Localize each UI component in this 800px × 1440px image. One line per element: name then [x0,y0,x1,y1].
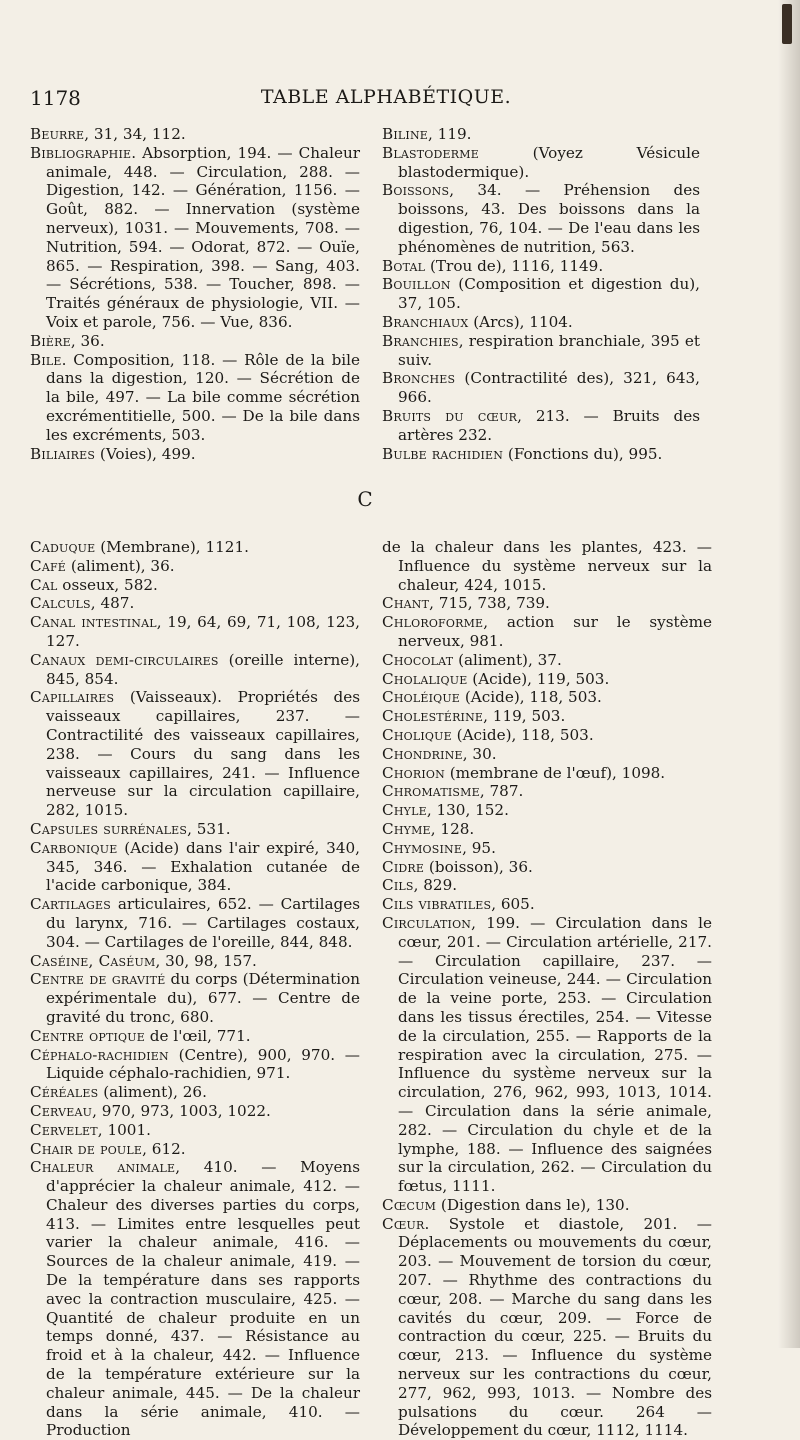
page-header [30,86,742,114]
entry-headword: Chyme [382,819,431,838]
entry-text: , 31, 34, 112. [84,125,186,143]
entry-headword: Cholique [382,725,452,744]
entry-headword: Cartilages [30,895,111,914]
entry-text: (aliment), 36. [66,556,175,575]
running-title: TABLE ALPHABÉTIQUE. [260,86,512,108]
index-entry [30,1140,360,1159]
entry-headword: Bile [30,350,62,369]
index-entry [30,125,360,144]
entry-headword: Carbonique [30,838,118,857]
entry-text: , 34. — Préhension des boissons, 43. Des boissons dans la digestion, 76, 104. — De l'eau dans les phénomènes de nutrition, 563. [398,181,700,256]
index-entry [382,858,712,877]
entry-text: . Absorption, 194. — Chaleur animale, 448. — Circulation, 288. — Digestion, 142. — Génération, 1156. — Goût, 882. — Innervation (système nerveux), 1031. — Mouvements, 708. — Nutrition, 594. — Odorat, 872. — Ouïe, 865. — Respiration, 398. — Sang, 403. — Sécrétions, 538. — Toucher, 898. — Traités généraux de physiologie, VII. — Voix et parole, 756. — Vue, 836. [46,143,360,331]
entry-text: (Voies), 499. [95,444,196,463]
entry-headword: Cal [30,575,58,594]
index-entry [30,332,360,351]
entry-headword: Bruits du cœur [382,406,518,425]
entry-text: (Contractilité des), 321, 643, 966. [398,369,700,407]
index-entry [382,369,700,407]
entry-text: (Digestion dans le), 130. [436,1195,630,1214]
index-entry [30,144,360,332]
entry-text: . Systole et diastole, 201. — Déplacements ou mouvements du cœur, 203. — Mouvement de torsion du cœur, 207. — Rhythme des contractions du cœur, 208. — Marche du sang dans les cavités du cœur, 209. — Force de contraction du cœur, 225. — Bruits du cœur, 213. — Influence du système nerveux sur les contractions du cœur, 277, 962, 993, 1013. — Nombre des pulsations du cœur. 264 — Développement du cœur, 1112, 1114. [398,1214,712,1440]
index-entry [30,351,360,445]
entry-text: , 410. — Moyens d'apprécier la chaleur animale, 412. — Chaleur des diverses parties du corps, 413. — Limites entre lesquelles peut varier la chaleur animale, 416. — Sources de la chaleur animale, 419. — De la température dans ses rapports avec la contraction musculaire, 425. — Quantité de chaleur produite en un temps donné, 437. — Résistance au froid et à la chaleur, 442. — Influence de la température extérieure sur la chaleur animale, 445. — De la chaleur dans la série animale, 410. — Production [46,1158,361,1440]
entry-headword: Beurre [30,125,85,143]
entry-text: (Composition et digestion du), 37, 105. [398,275,700,313]
index-entry [30,1027,360,1046]
entry-headword: Chant [382,594,430,613]
index-column-b-right [382,125,700,463]
entry-text: , 1001. [97,1120,151,1139]
entry-headword: Bière [30,331,71,350]
entry-text: (Arcs), 1104. [468,312,573,331]
entry-headword: Branchiaux [382,312,469,331]
entry-headword: Chaleur animale [30,1158,176,1177]
entry-headword: Cervelet [30,1120,98,1139]
entry-headword: Chyle [382,801,427,820]
entry-text: , 30, 98, 157. [155,951,257,970]
entry-headword: Capsules surrénales [30,819,188,838]
index-entry [382,313,700,332]
index-entry [30,1046,360,1084]
entry-text: (aliment), 37. [453,650,562,669]
entry-text: , 531. [187,819,231,838]
entry-headword: Calculs [30,594,91,613]
index-entry [30,952,360,971]
index-entry [382,1196,712,1215]
entry-text: articulaires, 652. — Cartilages du larynx, 716. — Cartilages costaux, 304. — Cartilages de l'oreille, 844, 848. [46,895,360,951]
index-entry [30,651,360,689]
entry-text: (Centre), 900, 970. — Liquide céphalo-rachidien, 971. [46,1045,360,1083]
index-entry [382,801,712,820]
index-entry [30,820,360,839]
entry-headword: Canal intestinal [30,613,157,632]
index-entry [382,445,700,464]
index-entry [30,613,360,651]
index-entry [382,895,712,914]
entry-text: , 119, 503. [483,707,566,726]
entry-headword: Branchies [382,331,459,350]
index-column-c-left [30,538,360,1440]
index-entry [382,538,712,594]
entry-text: , 715, 738, 739. [429,594,550,613]
index-entry [30,1158,360,1440]
page-edge-shadow [778,0,800,1348]
entry-headword: Capillaires [30,688,115,707]
entry-text: (Acide), 119, 503. [467,669,610,688]
entry-text: , 95. [462,838,496,857]
index-entry [30,1083,360,1102]
index-entry [382,820,712,839]
index-entry [382,764,712,783]
index-column-c-right [382,538,712,1440]
entry-headword: Cils vibratiles [382,895,492,914]
index-entry [30,1102,360,1121]
entry-headword: Centre optique [30,1026,145,1045]
entry-headword: Bulbe rachidien [382,444,504,463]
entry-headword: Centre de gravité [30,970,166,989]
entry-text: , 970, 973, 1003, 1022. [92,1101,271,1120]
entry-headword: Cholestérine [382,707,484,726]
entry-headword: Café [30,556,67,575]
index-entry [382,275,700,313]
entry-text: osseux, 582. [57,575,158,594]
entry-text: , 199. — Circulation dans le cœur, 201. — Circulation artérielle, 217. — Circulation capillaire, 237. — Circulation veineuse, 244. — Circulation de la veine porte, 253. — Circulation dans les tissus érectiles, 254. — Vitesse de la circulation, 255. — Rapports de la respiration avec la circulation, 275. — Influence du système nerveux sur la circulation, 276, 962, 993, 1013, 1014. — Circulation dans la série animale, 282. — Circulation du chyle et de la lymphe, 188. — Influence des saignées sur la circulation, 262. — Circulation du fœtus, 1111. [398,913,712,1196]
index-entry [30,538,360,557]
index-entry [382,914,712,1196]
entry-text: (Vaisseaux). Propriétés des vaisseaux capillaires, 237. — Contractilité des vaisseaux capillaires, 238. — Cours du sang dans les vaisseaux capillaires, 241. — Influence nerveuse sur la circulation capillaire, 282, 1015. [46,688,360,820]
index-entry [30,594,360,613]
index-entry [30,839,360,895]
entry-text: (Acide), 118, 503. [451,725,594,744]
entry-text: , 605. [491,895,535,914]
index-entry [382,707,712,726]
index-entry [382,1215,712,1440]
index-entry [382,726,712,745]
index-entry [30,1121,360,1140]
entry-text: (Acide) dans l'air expiré, 340, 345, 346. — Exhalation cutanée de l'acide carbonique, 384. [46,838,360,895]
entry-headword: Bronches [382,369,456,388]
entry-text: de l'œil, 771. [144,1026,251,1045]
index-entry [382,613,712,651]
entry-headword: Cerveau [30,1101,93,1120]
entry-headword: Caduque [30,538,96,556]
entry-headword: Biline [382,125,429,143]
entry-text: , respiration branchiale, 395 et suiv. [398,331,700,369]
entry-headword: Chocolat [382,650,454,669]
entry-text: , 829. [413,876,458,895]
index-entry [382,839,712,858]
entry-headword: Chondrine [382,744,463,763]
entry-headword: Boissons [382,181,450,200]
binding-tab [782,4,792,44]
entry-headword: Cholalique [382,669,468,688]
entry-text: , action sur le système nerveux, 981. [398,613,712,650]
entry-text: (Membrane), 1121. [95,538,249,556]
page-number: 1178 [30,86,81,110]
entry-text: (Trou de), 1116, 1149. [425,256,604,275]
index-entry [30,576,360,595]
index-entry [382,688,712,707]
entry-headword: Cils [382,876,414,895]
entry-headword: Cœcum [382,1195,437,1214]
entry-headword: Canaux demi-circulaires [30,650,219,669]
entry-text: , 130, 152. [426,801,509,820]
entry-headword: Chair de poule [30,1139,143,1158]
entry-text: (Acide), 118, 503. [460,688,602,707]
section-letter: C [357,487,373,511]
entry-text: (Fonctions du), 995. [503,444,663,463]
entry-text: , 128. [430,819,475,838]
entry-text: (membrane de l'œuf), 1098. [444,763,666,782]
index-entry [382,332,700,370]
index-entry [382,125,700,144]
index-entry [382,876,712,895]
entry-text: (Voyez Vésicule blastodermique). [398,143,700,181]
index-entry [382,782,712,801]
entry-text: , 30. [462,744,497,763]
entry-text: , 36. [70,331,105,350]
entry-text: , 119. [428,125,472,143]
entry-headword: Cœur [382,1214,425,1233]
entry-headword: Céphalo-rachidien [30,1045,169,1064]
index-column-b-left [30,125,360,463]
index-entry [382,407,700,445]
entry-headword: Caséine, Caséum [30,951,156,970]
entry-headword: Botal [382,256,426,275]
index-entry [30,445,360,464]
entry-text: , 19, 64, 69, 71, 108, 123, 127. [46,613,360,650]
index-entry [30,895,360,951]
entry-text: (boisson), 36. [424,857,533,876]
entry-text: (oreille interne), 845, 854. [46,650,360,688]
index-entry [30,970,360,1026]
entry-text: , 213. — Bruits des artères 232. [398,406,700,444]
entry-text: . Composition, 118. — Rôle de la bile dans la digestion, 120. — Sécrétion de la bile, 497. — La bile comme sécrétion excrémentitielle, 500. — De la bile dans les excréments, 503. [46,350,360,444]
entry-headword: Cidre [382,857,425,876]
index-entry [382,181,700,256]
entry-headword: Céréales [30,1083,99,1102]
entry-text: , 487. [90,594,135,613]
index-entry [382,670,712,689]
entry-headword: Chorion [382,763,445,782]
index-entry [30,557,360,576]
entry-text: de la chaleur dans les plantes, 423. — Influence du système nerveux sur la chaleur, 424, 1015. [382,538,712,594]
entry-headword: Blastoderme [382,143,479,162]
index-entry [382,594,712,613]
entry-headword: Circulation [382,913,472,932]
index-entry [382,257,700,276]
entry-headword: Bouillon [382,275,451,294]
index-entry [382,651,712,670]
index-entry [382,144,700,182]
entry-text: , 787. [479,782,524,801]
entry-headword: Chymosine [382,838,463,857]
entry-headword: Bibliographie [30,143,132,162]
index-entry [30,688,360,820]
entry-text: du corps (Détermination expérimentale du), 677. — Centre de gravité du tronc, 680. [46,970,360,1026]
entry-text: (aliment), 26. [98,1083,207,1102]
index-entry [382,745,712,764]
entry-text: , 612. [142,1139,186,1158]
entry-headword: Chloroforme [382,613,484,632]
entry-headword: Biliaires [30,444,96,463]
entry-headword: Choléique [382,688,461,707]
entry-headword: Chromatisme [382,782,480,801]
